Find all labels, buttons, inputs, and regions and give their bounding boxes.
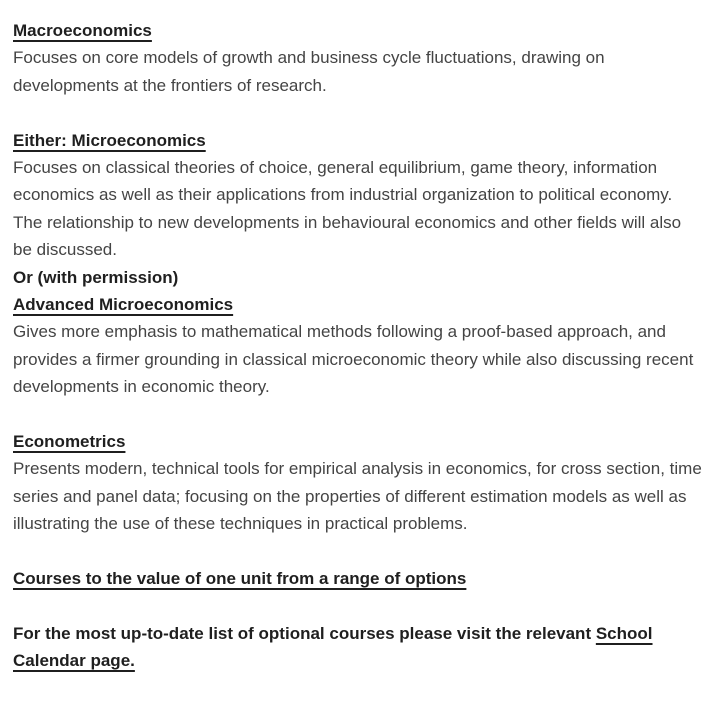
econometrics-heading <box>13 428 703 455</box>
advanced-microeconomics-link[interactable]: Advanced Microeconomics <box>13 295 234 315</box>
spacer <box>13 99 703 126</box>
macro-heading <box>13 17 703 44</box>
advanced-microeconomics-description: Gives more emphasis to mathematical methods following a proof-based approach, and provides a firmer grounding in classical microeconomic theory while also discussing recent developments in economic theory. <box>13 322 694 397</box>
econometrics-link[interactable]: Econometrics <box>13 432 126 452</box>
school-calendar-link[interactable]: School Calendar page. <box>13 623 653 671</box>
options-heading <box>13 565 703 592</box>
spacer <box>13 538 703 565</box>
macroeconomics-link[interactable]: Macroeconomics <box>13 21 152 40</box>
spacer <box>13 592 703 619</box>
options-courses-link[interactable]: Courses to the value of one unit from a range of options <box>13 569 467 589</box>
spacer <box>13 401 703 428</box>
micro-heading <box>13 127 703 154</box>
macroeconomics-description: Focuses on core models of growth and business cycle fluctuations, drawing on developments at the frontiers of research. <box>13 48 605 95</box>
microeconomics-link[interactable]: Either: Microeconomics <box>13 130 206 150</box>
calendar-notice-text: For the most up-to-date list of optional courses please visit the relevant <box>13 623 592 643</box>
microeconomics-description: Focuses on classical theories of choice, general equilibrium, game theory, information economics as well as their applications from industrial organization to political economy. The relationship to new developments in behavioural economics and other fields will also be discussed. <box>13 157 682 260</box>
calendar-notice <box>13 620 703 675</box>
advanced-micro-heading <box>13 291 703 318</box>
course-content <box>13 17 703 675</box>
econometrics-description: Presents modern, technical tools for empirical analysis in economics, for cross section, time series and panel data; focusing on the properties of different estimation models as well as illustrating the use of these techniques in practical problems. <box>13 459 702 534</box>
or-permission-label: Or (with permission) <box>13 267 179 287</box>
